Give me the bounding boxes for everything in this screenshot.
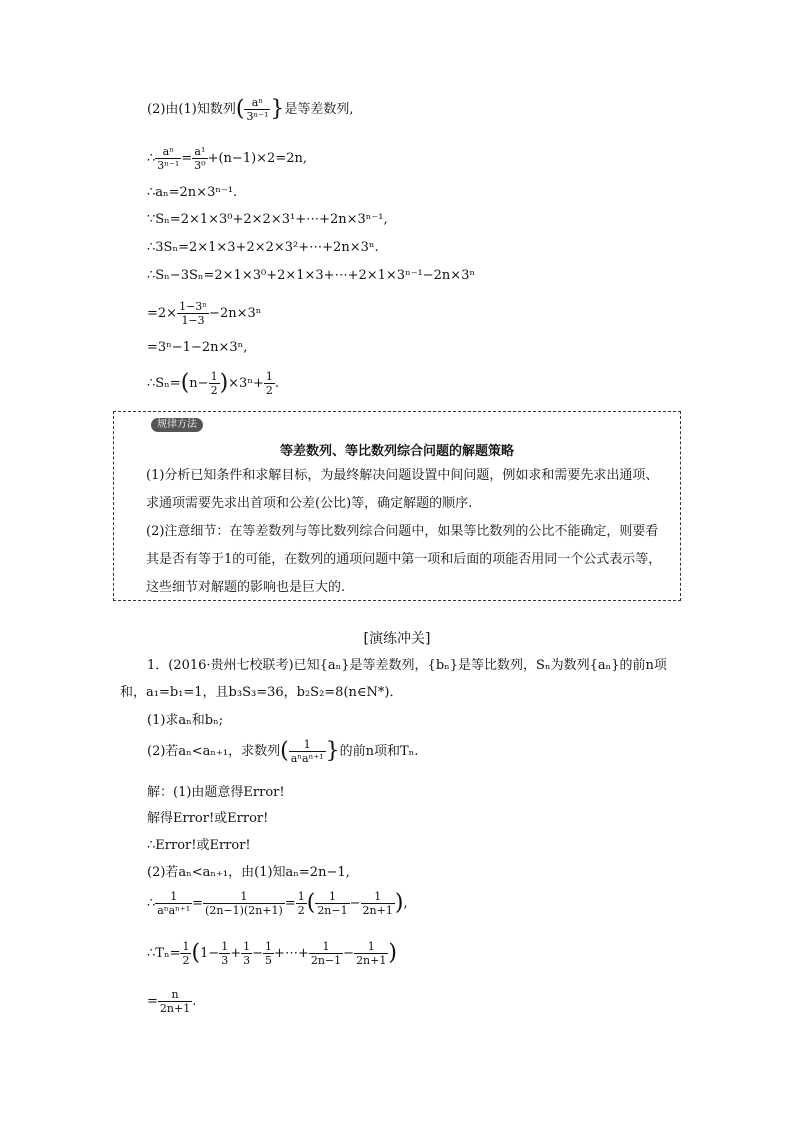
fraction	[296, 890, 307, 917]
denominator: 3	[243, 954, 251, 967]
question-part-2	[147, 738, 418, 765]
method-box	[113, 411, 681, 601]
text: ∴	[147, 151, 156, 166]
intro-line	[147, 96, 354, 123]
text: (2)由(1)知数列	[147, 102, 236, 117]
fraction	[155, 145, 181, 172]
question-line-2: 和，a₁=b₁=1，且b₃S₃=36，b₂S₂=8(n∈N*)．	[120, 685, 403, 700]
method-badge: 规律方法	[151, 418, 203, 432]
fraction	[315, 890, 349, 917]
fraction	[192, 145, 207, 172]
text: (2)若aₙ<aₙ₊₁，求数列	[147, 744, 281, 759]
numerator: 1	[328, 890, 336, 903]
text: 是等差数列,	[284, 102, 354, 117]
paren-left: (	[280, 738, 289, 764]
solution-line-4: ∴3Sₙ=2×1×3+2×2×3²+⋯+2n×3ⁿ.	[147, 240, 379, 255]
fraction	[289, 738, 326, 765]
brace-right: }	[325, 738, 340, 764]
denominator: 3ⁿ⁻¹	[246, 110, 269, 123]
denominator: 2n+1	[362, 904, 393, 917]
paren-right: )	[388, 940, 397, 966]
solution-step-1: 解：(1)由题意得Error!	[147, 785, 285, 800]
numerator: aⁿ	[251, 96, 264, 109]
brace-right: }	[270, 96, 285, 122]
denominator: (2n−1)(2n+1)	[205, 904, 283, 917]
text: ∴Tₙ=	[147, 946, 181, 961]
text: +(n−1)×2=2n,	[207, 151, 307, 166]
numerator: 1	[265, 370, 273, 383]
numerator: 1−3ⁿ	[179, 300, 208, 313]
text: +⋯+	[274, 946, 309, 961]
text: ∴Sₙ=	[147, 376, 181, 391]
paren-right: )	[394, 890, 404, 916]
denominator: 2	[297, 904, 305, 917]
text: =	[181, 151, 193, 166]
solution-line-1	[147, 145, 307, 172]
solution-line-7: =3ⁿ−1−2n×3ⁿ,	[147, 340, 248, 355]
solution-step-6	[147, 940, 397, 967]
text: ,	[403, 896, 408, 911]
numerator: 1	[170, 890, 178, 903]
numerator: 1	[210, 370, 218, 383]
paren-left: (	[191, 940, 201, 966]
denominator: 2n+1	[159, 1002, 191, 1015]
method-paragraph-2: (2)注意细节：在等差数列与等比数列综合问题中，如果等比数列的公比不能确定，则要看其是否有等于1的可能，在数列的通项问题中第一项和后面的项能否用同一个公式表示等，这些细节对解题的影响也是巨大的.	[146, 524, 662, 595]
text: =	[192, 896, 204, 911]
fraction	[155, 890, 192, 917]
solution-step-2: 解得Error!或Error!	[147, 811, 269, 826]
numerator: 1	[240, 890, 248, 903]
solution-line-6	[147, 300, 261, 327]
fraction	[203, 890, 285, 917]
fraction	[180, 940, 191, 967]
solution-line-2: ∴aₙ=2n×3ⁿ⁻¹.	[147, 185, 238, 200]
solution-line-5: ∴Sₙ−3Sₙ=2×1×3⁰+2×1×3+⋯+2×1×3ⁿ⁻¹−2n×3ⁿ	[147, 268, 476, 283]
fraction	[209, 370, 220, 397]
denominator: 2	[265, 384, 273, 397]
fraction	[354, 940, 388, 967]
text: −	[252, 946, 264, 961]
fraction	[361, 890, 395, 917]
denominator: 2n−1	[317, 904, 348, 917]
denominator: aⁿaⁿ⁺¹	[290, 752, 324, 765]
text: ×3ⁿ+	[228, 376, 264, 391]
denominator: 3	[221, 954, 229, 967]
denominator: 5	[265, 954, 273, 967]
solution-step-5	[147, 890, 408, 917]
numerator: 1	[367, 940, 375, 953]
question-part-1: (1)求aₙ和bₙ;	[147, 713, 224, 728]
text: n−	[189, 376, 209, 391]
numerator: aⁿ	[162, 145, 174, 158]
denominator: 2n−1	[310, 954, 342, 967]
denominator: 3ⁿ⁻¹	[157, 159, 180, 172]
solution-line-3: ∵Sₙ=2×1×3⁰+2×2×3¹+⋯+2n×3ⁿ⁻¹,	[147, 212, 388, 227]
fraction	[177, 300, 209, 327]
numerator: 1	[303, 738, 311, 751]
denominator: 3⁰	[194, 159, 206, 172]
fraction	[241, 940, 252, 967]
text: 的前n项和Tₙ.	[339, 744, 419, 759]
solution-line-8	[147, 370, 279, 397]
numerator: 1	[243, 940, 251, 953]
text: .	[274, 376, 279, 391]
numerator: 1	[374, 890, 382, 903]
text: −	[343, 946, 355, 961]
numerator: n	[171, 988, 179, 1001]
fraction	[264, 370, 275, 397]
question-line-1: 1．(2016·贵州七校联考)已知{aₙ}是等差数列，{bₙ}是等比数列，Sₙ为数列{aₙ}的前n项	[147, 658, 667, 673]
text: −	[349, 896, 361, 911]
numerator: 1	[265, 940, 273, 953]
fraction	[309, 940, 343, 967]
solution-step-3: ∴Error!或Error!	[147, 838, 251, 853]
solution-step-4: (2)若aₙ<aₙ₊₁，由(1)知aₙ=2n−1,	[147, 865, 350, 880]
text: =	[284, 896, 296, 911]
text: =2×	[147, 306, 178, 321]
text: ∴	[147, 896, 156, 911]
solution-step-7	[147, 988, 196, 1015]
numerator: 1	[322, 940, 330, 953]
text: =	[147, 994, 158, 1009]
fraction	[263, 940, 274, 967]
paren-right: )	[219, 370, 229, 396]
numerator: 1	[182, 940, 190, 953]
numerator: 1	[221, 940, 229, 953]
text: 1−	[200, 946, 220, 961]
practice-heading: [演练冲关]	[363, 631, 431, 647]
fraction	[158, 988, 192, 1015]
paren-left: (	[180, 370, 190, 396]
method-paragraph-1: (1)分析已知条件和求解目标，为最终解决问题设置中间问题，例如求和需要先求出通项、求通项需要先求出首项和公差(公比)等，确定解题的顺序.	[146, 468, 659, 511]
denominator: 2	[182, 954, 190, 967]
numerator: 1	[297, 890, 305, 903]
text: .	[192, 994, 197, 1009]
text: −2n×3ⁿ	[209, 306, 262, 321]
denominator: aⁿaⁿ⁺¹	[157, 904, 191, 917]
denominator: 1−3	[177, 313, 209, 327]
paren-left: (	[235, 96, 245, 122]
numerator: a¹	[194, 145, 206, 158]
text: +	[230, 946, 242, 961]
method-title: 等差数列、等比数列综合问题的解题策略	[279, 444, 514, 459]
denominator: 2n+1	[356, 954, 387, 967]
paren-left: (	[306, 890, 316, 916]
fraction	[244, 96, 270, 123]
denominator: 2	[210, 384, 218, 397]
fraction	[219, 940, 230, 967]
